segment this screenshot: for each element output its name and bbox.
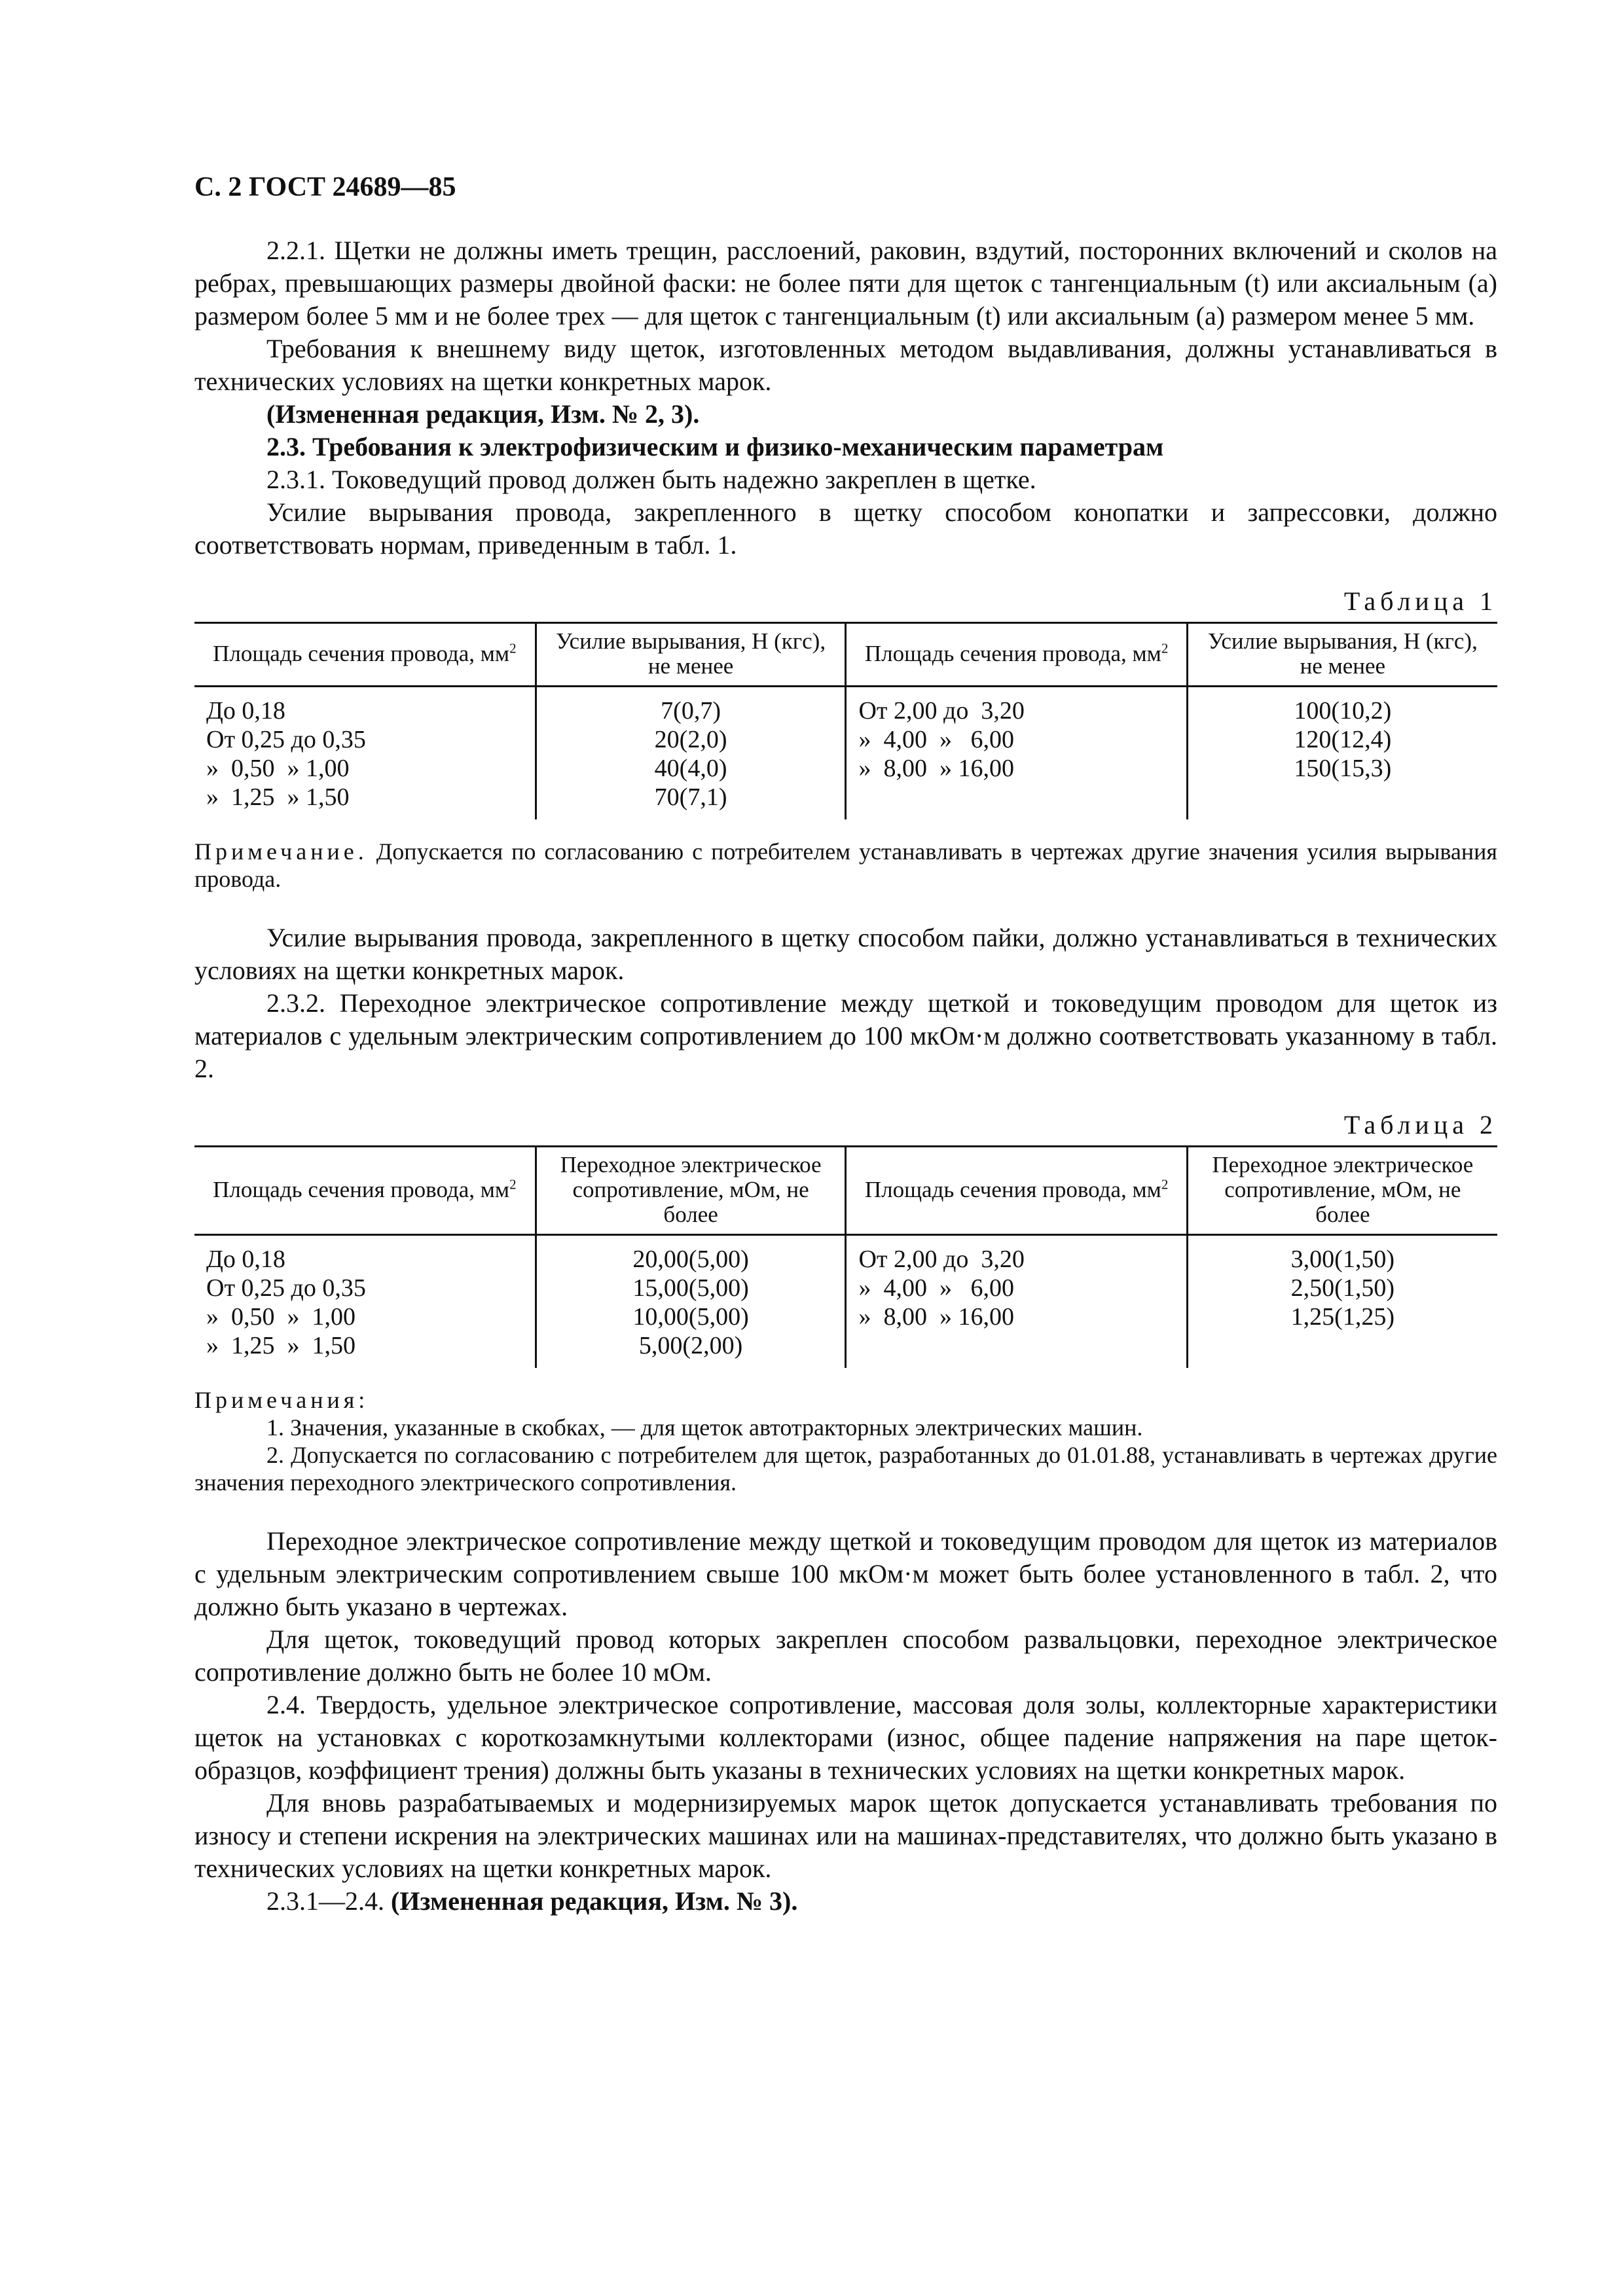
table2-header-cell: Площадь сечения провода, $мм^2$	[846, 1147, 1187, 1235]
section-2-3-title: 2.3. Требования к электрофизическим и физико-механическим параметрам	[266, 432, 1164, 461]
table2	[194, 1145, 1497, 1368]
table1	[194, 622, 1497, 819]
table1-note: Примечание. Допускается по согласованию с потребителем устанавливать в чертежах другие значения усилия вырывания провода.	[194, 838, 1497, 892]
table2-header-row	[194, 1147, 1497, 1235]
clause-2-2-1-extrusion: Требования к внешнему виду щеток, изготовленных методом выдавливания, должны устанавливаться в технических условиях на щетки конкретных марок.	[194, 334, 1497, 396]
final-amendment: 2.3.1—2.4. (Измененная редакция, Изм. № 3).	[266, 1886, 798, 1916]
table1-force-cell: 100(10,2) 120(12,4) 150(15,3)	[1187, 687, 1497, 820]
table2-header-cell: Площадь сечения провода, $мм^2$	[213, 1176, 517, 1202]
document-body	[194, 234, 1497, 1918]
clause-2-3-1-pullout: Усилие вырывания провода, закрепленного в щетку способом конопатки и запрессовки, должно соответствовать нормам, приведенным в табл. 1.	[194, 497, 1497, 560]
clause-2-2-1: 2.2.1. Щетки не должны иметь трещин, расслоений, раковин, вздутий, посторонних включений и сколов на ребрах, превышающих размеры двойной фаски: не более пяти для щеток с тангенциальным (t) или аксиальным (a) размером более 5 мм и не более трех — для щеток с тангенциальным (t) или аксиальным (a) размером менее 5 мм.	[194, 236, 1497, 331]
table2-notes	[194, 1386, 1497, 1496]
table1-area-cell: До 0,18 От 0,25 до 0,35 » 0,50 » 1,00 » 1,25 » 1,50	[206, 697, 366, 811]
clause-2-3-2-flaring: Для щеток, токоведущий провод которых закреплен способом развальцовки, переходное электрическое сопротивление должно быть не более 10 мОм.	[194, 1624, 1497, 1687]
table2-resistance-cell: 3,00(1,50) 2,50(1,50) 1,25(1,25)	[1187, 1235, 1497, 1369]
clause-2-4-wear: Для вновь разрабатываемых и модернизируемых марок щеток допускается устанавливать требования по износу и степени искрения на электрических машинах или на машинах-представителях, что должно быть указано в технических условиях на щетки конкретных марок.	[194, 1788, 1497, 1883]
table2-resistance-cell: 20,00(5,00) 15,00(5,00) 10,00(5,00) 5,00(2,00)	[536, 1235, 846, 1369]
table2-area-cell: До 0,18 От 0,25 до 0,35 » 0,50 » 1,00 » 1,25 » 1,50	[206, 1246, 366, 1359]
table1-header-cell: Усилие вырывания, Н (кгс), не менее	[1187, 623, 1497, 687]
table1-row	[194, 687, 1497, 820]
table1-header-cell: Площадь сечения провода, $мм^2$	[846, 623, 1187, 687]
table1-force-cell: 7(0,7) 20(2,0) 40(4,0) 70(7,1)	[536, 687, 846, 820]
clause-2-3-2: 2.3.2. Переходное электрическое сопротивление между щеткой и токоведущим проводом для щеток из материалов с удельным электрическим сопротивлением до 100 мкОм·м должно соответствовать указанному в табл. 2.	[194, 988, 1497, 1083]
table2-header-cell: Переходное электрическое сопротивление, мОм, не более	[1187, 1147, 1497, 1235]
table2-caption: Таблица 2	[1343, 1110, 1497, 1139]
table2-note-1: 1. Значения, указанные в скобках, — для щеток автотракторных электрических машин.	[266, 1414, 1143, 1441]
table1-area-cell: От 2,00 до 3,20 » 4,00 » 6,00 » 8,00 » 16,00	[846, 687, 1187, 820]
clause-2-3-2-high-resistivity: Переходное электрическое сопротивление между щеткой и токоведущим проводом для щеток из материалов с удельным электрическим сопротивлением свыше 100 мкОм·м может быть более установленного в табл. 2, что должно быть указано в чертежах.	[194, 1526, 1497, 1621]
table2-header-cell: Переходное электрическое сопротивление, мОм, не более	[536, 1147, 846, 1235]
page-header: С. 2 ГОСТ 24689—85	[194, 172, 456, 202]
amendment-note: (Измененная редакция, Изм. № 2, 3).	[266, 399, 700, 429]
table2-area-cell: От 2,00 до 3,20 » 4,00 » 6,00 » 8,00 » 16,00	[846, 1235, 1187, 1369]
table1-header-row	[194, 623, 1497, 687]
clause-2-3-1: 2.3.1. Токоведущий провод должен быть надежно закреплен в щетке.	[266, 465, 1036, 494]
clause-2-4: 2.4. Твердость, удельное электрическое сопротивление, массовая доля золы, коллекторные характеристики щеток на установках с короткозамкнутыми коллекторами (износ, общее падение напряжения на паре щеток-образцов, коэффициент трения) должны быть указаны в технических условиях на щетки конкретных марок.	[194, 1690, 1497, 1785]
table1-header-cell: Усилие вырывания, Н (кгс), не менее	[536, 623, 846, 687]
table2-row	[194, 1235, 1497, 1369]
clause-2-3-1-soldering: Усилие вырывания провода, закрепленного в щетку способом пайки, должно устанавливаться в технических условиях на щетки конкретных марок.	[194, 923, 1497, 985]
table2-notes-label: Примечания:	[194, 1387, 369, 1413]
table1-caption: Таблица 1	[1343, 586, 1497, 616]
table1-header-cell: Площадь сечения провода, $мм^2$	[213, 640, 517, 666]
table2-note-2: 2. Допускается по согласованию с потребителем для щеток, разработанных до 01.01.88, устанавливать в чертежах другие значения переходного электрического сопротивления.	[194, 1442, 1497, 1496]
